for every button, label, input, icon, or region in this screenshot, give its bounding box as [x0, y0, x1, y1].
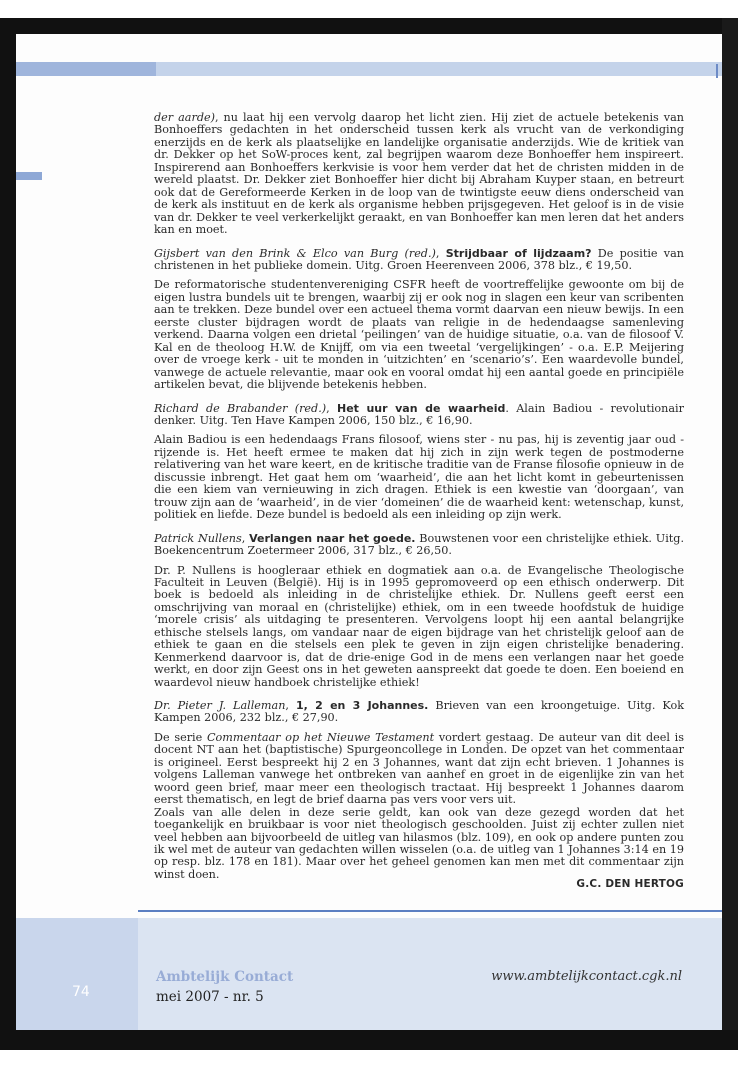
magazine-page: [16, 34, 722, 1030]
scan-border-bottom: [0, 1030, 738, 1050]
review-details: Brieven van een kroongetuige. Uitg. Kok Kampen 2006, 232 blz., € 27,90.: [154, 699, 684, 725]
intro-paragraph: [154, 112, 684, 237]
review-title: Het uur van de waarheid: [336, 401, 506, 415]
issue-label: mei 2007 - nr. 5: [156, 989, 264, 1005]
review-authors: Gijsbert van den Brink & Elco van Burg (red.): [154, 246, 436, 260]
review-details: De positie van christenen in het publieke domein. Uitg. Groen Heerenveen 2006, 378 blz., € 19,50.: [154, 246, 684, 272]
review-title: Strijdbaar of lijdzaam?: [445, 246, 592, 260]
review-reference: Dr. Pieter J. Lalleman, 1, 2 en 3 Johannes. Brieven van een kroongetuige. Uitg. Kok Kampen 2006, 232 blz., € 27,90.: [154, 699, 684, 725]
header-color-band-accent: [16, 62, 156, 76]
series-title: Commentaar op het Nieuwe Testament: [206, 730, 435, 744]
intro-text: , nu laat hij een vervolg daarop het licht zien. Hij ziet de actuele betekenis van Bonhoeffers gedachten in het onderscheid tussen kerk als vrucht van de verkondiging enerzijds en de kerk als plaatselijke en landelijke organisatie anderzijds. Wie de kritiek van dr. Dekker op het SoW-proces kent, zal begrijpen waarom deze Bonhoeffer hem inspireert. Inspirerend aan Bonhoeffers kerkvisie is voor hem verder dat het de christen midden in de wereld plaatst. Dr. Dekker ziet Bonhoeffer hier dicht bij Abraham Kuyper staan, en betreurt ook dat de Gereformeerde Kerken in de loop van de twintigste eeuw diens onderscheid van de kerk als instituut en de kerk als organisme hebben prijsgegeven. Het geloof is in de visie van dr. Dekker te veel verkerkelijkt geraakt, en van Bonhoeffer kan men leren dat het anders kan en moet.: [154, 111, 684, 237]
reviewer-signature: G.C. DEN HERTOG: [576, 878, 684, 891]
review-body-pre: De serie: [154, 730, 207, 744]
review-reference: Gijsbert van den Brink & Elco van Burg (red.), Strijdbaar of lijdzaam? De positie van christenen in het publieke domein. Uitg. Groen Heerenveen 2006, 378 blz., € 19,50.: [154, 246, 684, 272]
magazine-title: Ambtelijk Contact: [156, 969, 294, 985]
review-details: Bouwstenen voor een christelijke ethiek. Uitg. Boekencentrum Zoetermeer 2006, 317 blz., € 26,50.: [154, 531, 685, 558]
review-authors: Patrick Nullens: [154, 531, 242, 545]
review-body-post: vordert gestaag. De auteur van dit deel is docent NT aan het (baptistische) Spurgeoncollege in Londen. De opzet van het commentaar is origineel. Eerst bespreekt hij 2 en 3 Johannes, want dat zijn echt brieven. 1 Johannes is volgens Lalleman vanwege het ontbreken van aanhef en groet in de eigenlijke zin van het woord geen brief, maar meer een theologisch tractaat. Hij bespreekt 1 Johannes daarom eerst thematisch, en legt de brief daarna pas vers voor vers uit.: [154, 730, 684, 807]
margin-marker: [16, 172, 42, 180]
review-details: . Alain Badiou - revolutionair denker. Uitg. Ten Have Kampen 2006, 150 blz., € 16,90.: [154, 401, 684, 427]
page-number-box: [16, 918, 138, 1030]
review-authors: Richard de Brabander (red.): [154, 401, 327, 415]
review-authors: Dr. Pieter J. Lalleman: [154, 699, 286, 713]
review-title: Verlangen naar het goede.: [249, 531, 416, 545]
intro-italic-start: der aarde): [154, 111, 215, 124]
review-body: De reformatorische studentenvereniging CSFR heeft de voortreffelijke gewoonte om bij de eigen lustra bundels uit te brengen, waarbij zij er ook nog in slagen een keur van scribenten aan te trekken. Deze bundel over een actueel thema vormt daarvan een nieuw bewijs. In een eerste cluster bijdragen wordt de plaats van religie in de hedendaagse samenleving verkend. Daarna volgen een drietal ‘peilingen’ van de huidige situatie, o.a. van de filosoof V. Kal en de theoloog H.W. de Knijff, om via een tweetal ‘vergelijkingen’ - o.a. E.P. Meijering over de vroege kerk - uit te monden in ‘uitzichten’ en ‘scenario’s’. Een waardevolle bundel, vanwege de actuele relevantie, maar ook en vooral omdat hij een aantal goede en principiële artikelen bevat, die blijvende betekenis hebben.: [154, 278, 684, 392]
scan-border-right: [722, 18, 738, 1048]
article-body: [154, 112, 684, 891]
review-body: Dr. P. Nullens is hoogleraar ethiek en dogmatiek aan o.a. de Evangelische Theologische Faculteit in Leuven (België). Hij is in 1995 gepromoveerd op een ethisch onderwerp. Dit boek is bedoeld als inleiding in de christelijke ethiek. Dr. Nullens geeft eerst een omschrijving van moraal en (christelijke) ethiek, om in een tweede hoofdstuk de huidige ‘morele crisis’ als uitdaging te presenteren. Vervolgens loopt hij een aantal belangrijke ethische stelsels langs, om vandaar naar de eigen bijdrage van het christelijk geloof aan de ethiek te gaan en die stelsels een plek te geven in zijn eigen christelijke benadering. Kenmerkend daarvoor is, dat de drie-enige God in de mens een verlangen naar het goede werkt, en door zijn Geest ons in het geweten aanspreekt dat goede te doen. Een boeiend en waardevol nieuw handboek christelijke ethiek!: [154, 563, 684, 689]
page-number: 74: [72, 984, 90, 1000]
footer-rule: [138, 910, 722, 912]
scan-border-left: [0, 18, 16, 1048]
review-body: Alain Badiou is een hedendaags Frans filosoof, wiens ster - nu pas, hij is zeventig jaar oud - rijzende is. Het heeft ermee te maken dat hij zich in zijn werk tegen de postmoderne relativering van het ware keert, en de kritische traditie van de Franse filosofie opnieuw in de discussie inbrengt. Het gaat hem om ‘waarheid’, die aan het licht komt in gebeurtenissen die een kiem van vernieuwing in zich dragen. Ethiek is een kwestie van ‘doorgaan’, van trouw zijn aan de ‘waarheid’, in de vier ‘domeinen’ die de waarheid kent: wetenschap, kunst, politiek en liefde. Deze bundel is bedoeld als een inleiding op zijn werk.: [154, 433, 684, 522]
header-right-tick: [716, 64, 718, 78]
review-body: [154, 732, 684, 807]
review-reference: Richard de Brabander (red.), Het uur van de waarheid. Alain Badiou - revolutionair denker. Uitg. Ten Have Kampen 2006, 150 blz., € 16,90.: [154, 401, 684, 427]
review-reference: Patrick Nullens, Verlangen naar het goede. Bouwstenen voor een christelijke ethiek. Uitg. Boekencentrum Zoetermeer 2006, 317 blz., € 26,50.: [154, 531, 685, 558]
scan-border-top: [0, 18, 738, 34]
website-url: www.ambtelijkcontact.cgk.nl: [491, 969, 682, 984]
review-body-continued: Zoals van alle delen in deze serie geldt, kan ook van deze gezegd worden dat het toegankelijk en bruikbaar is voor niet theologisch geschoolden. Juist zij echter zullen niet veel hebben aan bijvoorbeeld de uitleg van hilasmos (blz. 109), en ook op andere punten zou ik wel met de auteur van gedachten willen wisselen (o.a. de uitleg van 1 Johannes 3:14 en 19 op resp. blz. 178 en 181). Maar over het geheel genomen kan men met dit commentaar zijn winst doen.: [154, 805, 684, 881]
review-title: 1, 2 en 3 Johannes.: [296, 699, 429, 713]
